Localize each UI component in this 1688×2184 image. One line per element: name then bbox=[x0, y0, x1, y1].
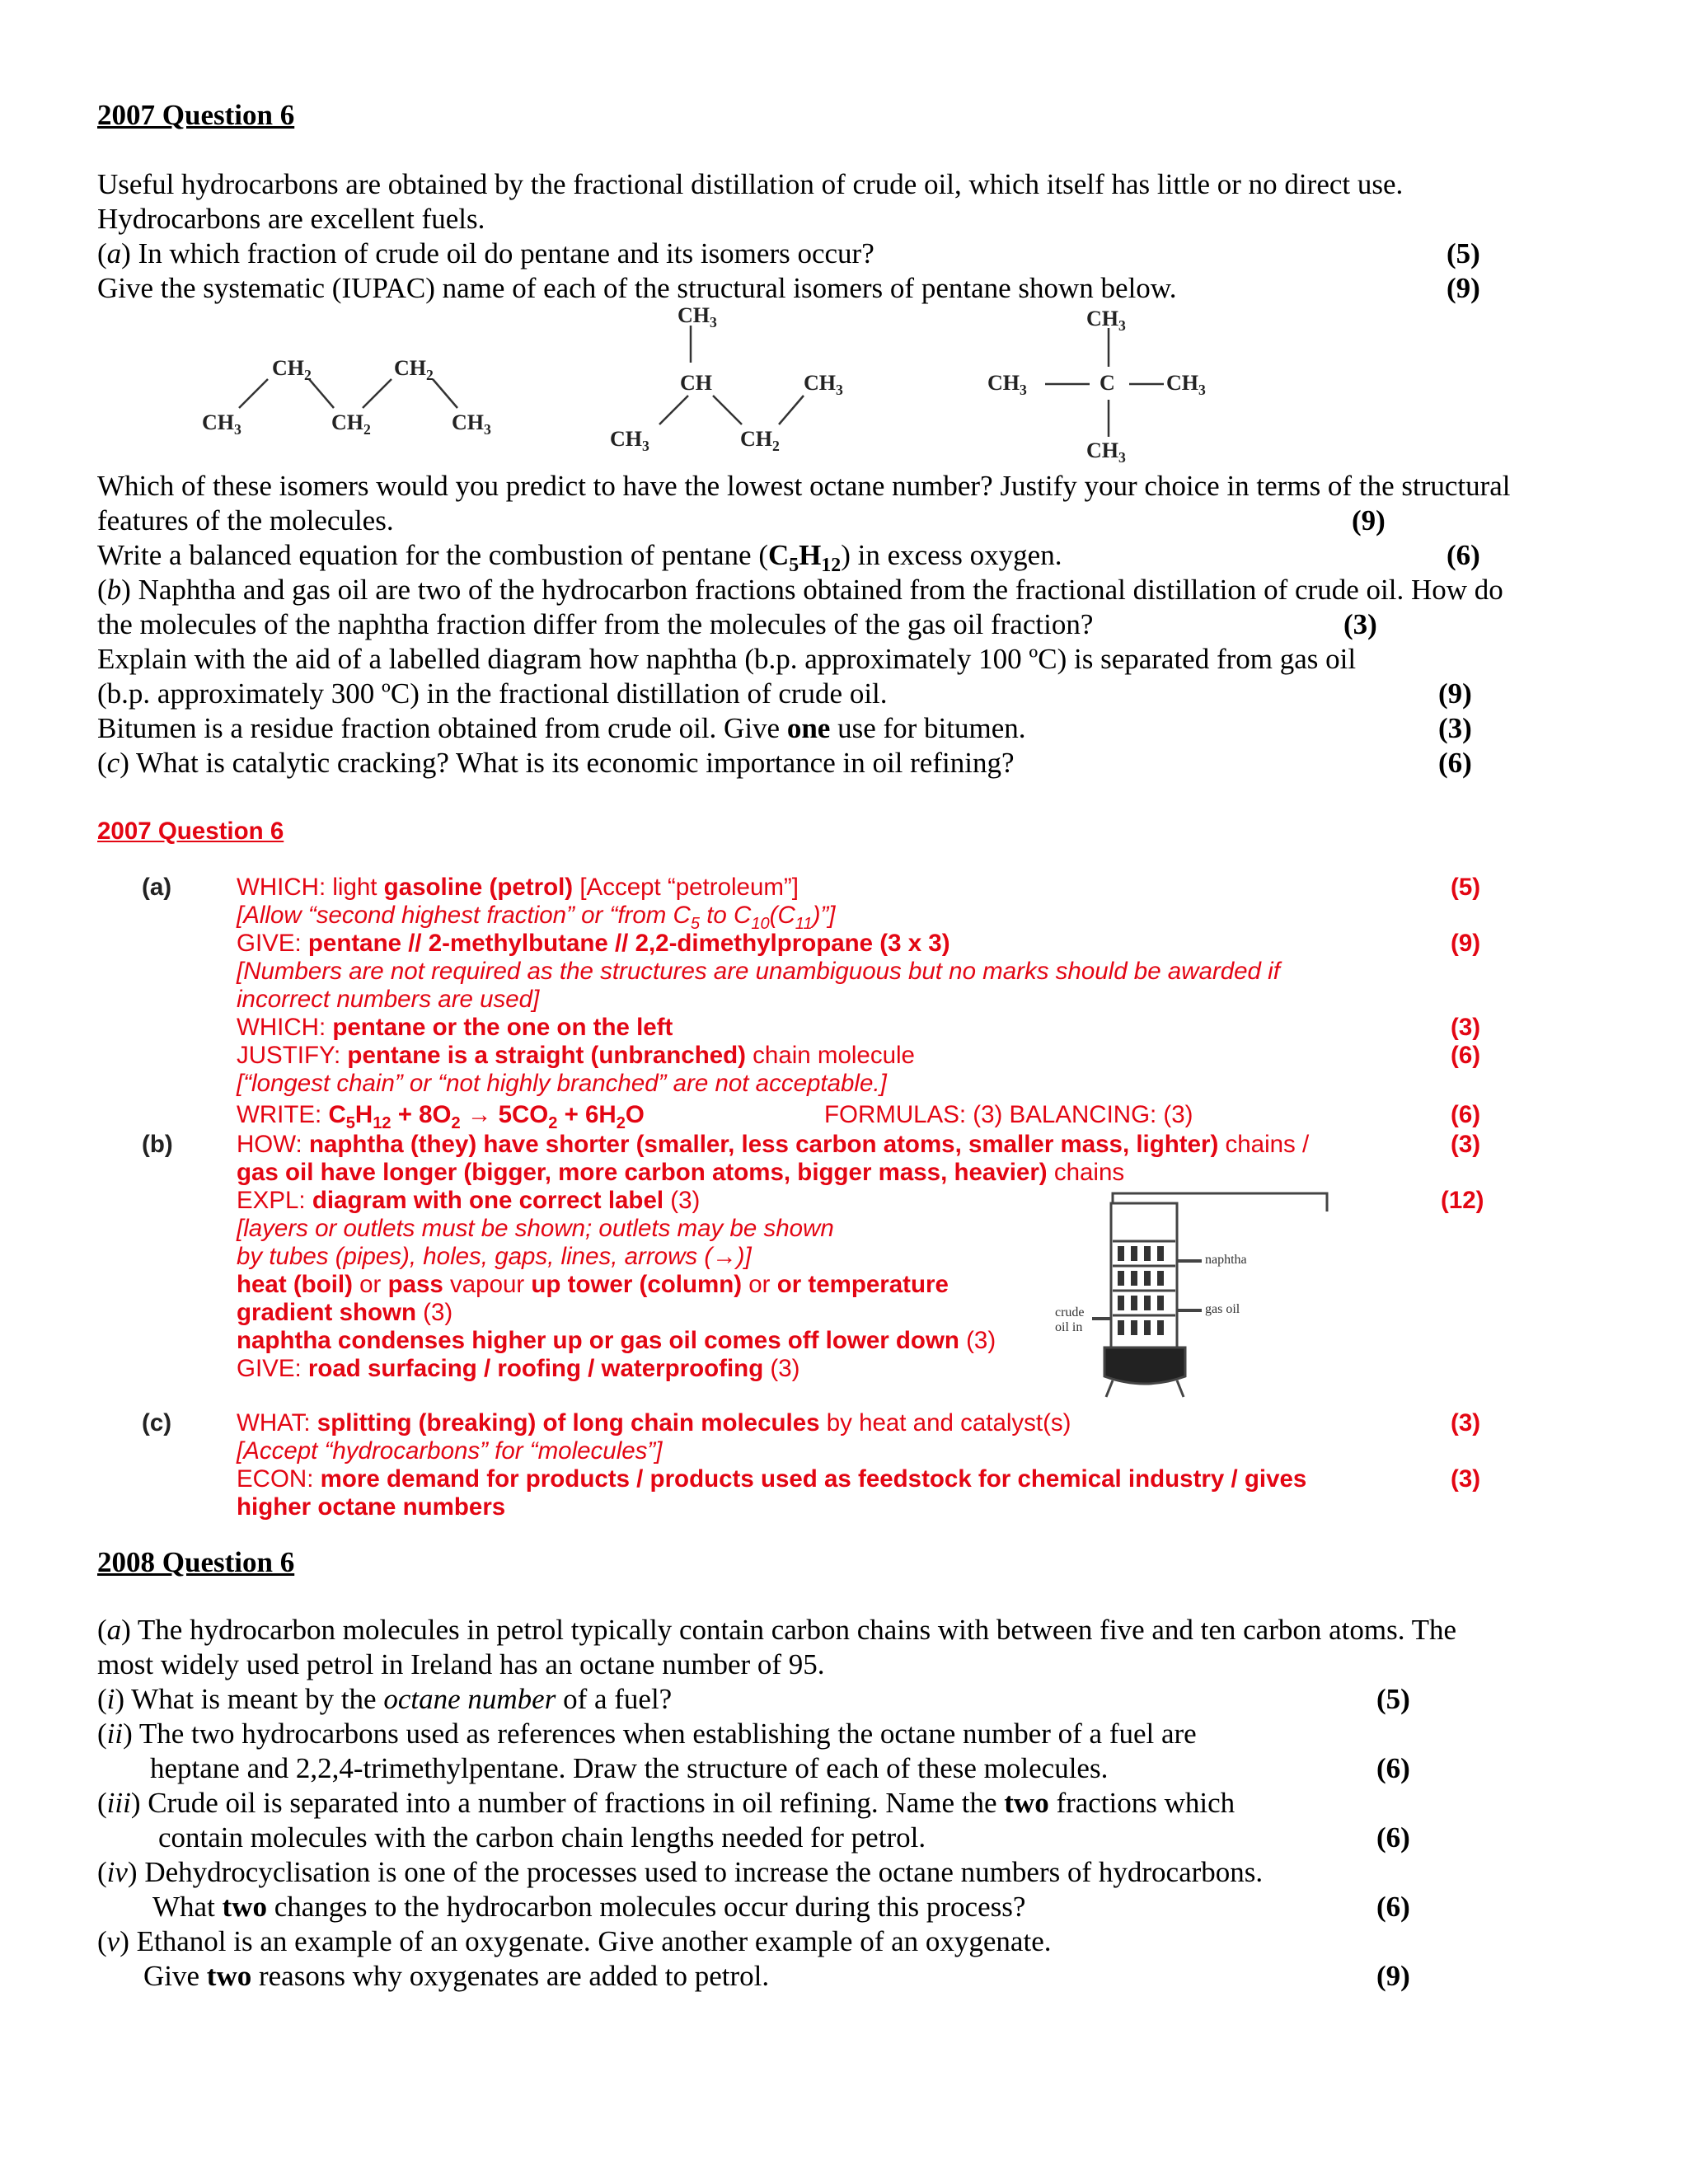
answer-line-2: [Allow “second highest fraction” or “from $C_5$ to $C_{10}(C_{11})$”] bbox=[237, 902, 836, 933]
explain-question-2: (b.p. approximately 300 ºC) in the fractional distillation of crude oil. bbox=[97, 677, 888, 710]
q2008-iii-mark: (6) bbox=[1376, 1821, 1410, 1854]
answer-line-14: by tubes (pipes), holes, gaps, lines, arrows (→)] bbox=[237, 1243, 752, 1270]
part-b-mark: (3) bbox=[1343, 608, 1377, 640]
answer-line-3: GIVE: pentane // 2-methylbutane // 2,2-dimethylpropane (3 x 3) bbox=[237, 930, 950, 957]
answer-line-4: [Numbers are not required as the structures are unambiguous but no marks should be awarded if bbox=[237, 958, 1280, 985]
dimethylpropane-ch3-left: $CH_3$ bbox=[987, 371, 1027, 399]
explain-mark: (9) bbox=[1438, 677, 1472, 710]
diagram-label-naphtha: naphtha bbox=[1205, 1253, 1247, 1267]
answer-line-12: EXPL: diagram with one correct label (3) bbox=[237, 1187, 701, 1214]
diagram-label-gas-oil: gas oil bbox=[1205, 1302, 1240, 1316]
answer-line-20: [Accept “hydrocarbons” for “molecules”] bbox=[237, 1437, 663, 1465]
pentane-ch2-2: $CH_2$ bbox=[394, 356, 434, 384]
q2008-iv-line-1: (iv) Dehydrocyclisation is one of the processes used to increase the octane numbers of hydrocarbons. bbox=[97, 1856, 1264, 1888]
give-iupac-mark: (9) bbox=[1447, 272, 1480, 304]
pentane-ch3-2: $CH_3$ bbox=[452, 410, 491, 438]
answer-mark-19: (3) bbox=[1451, 1409, 1481, 1436]
q2008-ii-line-1: (ii) The two hydrocarbons used as references when establishing the octane number of a fuel are bbox=[97, 1718, 1197, 1750]
answer-mark-9: (6) bbox=[1451, 1101, 1481, 1128]
answer-line-9: WRITE: $C_5H_{12} + 8O_2 \to 5CO_2 + 6H_2O$ bbox=[237, 1101, 645, 1132]
answer-mark-3: (9) bbox=[1451, 930, 1481, 957]
diagram-label-crude: crude bbox=[1055, 1305, 1085, 1319]
q2008-iv-line-2: What two changes to the hydrocarbon molecules occur during this process? bbox=[152, 1891, 1026, 1923]
q2008-iii-line-1: (iii) Crude oil is separated into a number of fractions in oil refining. Name the two fractions which bbox=[97, 1787, 1236, 1819]
answer-mark-21: (3) bbox=[1451, 1465, 1481, 1493]
give-iupac-question: Give the systematic (IUPAC) name of each of the structural isomers of pentane shown below. bbox=[97, 272, 1177, 304]
explain-question-1: Explain with the aid of a labelled diagram how naphtha (b.p. approximately 100 ºC) is separated from gas oil bbox=[97, 643, 1357, 675]
answer-line-21: ECON: more demand for products / products used as feedstock for chemical industry / gives bbox=[237, 1465, 1307, 1493]
answer-label-b: (b) bbox=[142, 1131, 173, 1158]
diagram-label-oil-in: oil in bbox=[1055, 1320, 1083, 1334]
answer-line-19: WHAT: splitting (breaking) of long chain molecules by heat and catalyst(s) bbox=[237, 1409, 1071, 1436]
answer-mark-12: (12) bbox=[1441, 1187, 1484, 1214]
q2008-iv-mark: (6) bbox=[1376, 1891, 1410, 1923]
q2008-ii-line-2: heptane and 2,2,4-trimethylpentane. Draw the structure of each of these molecules. bbox=[150, 1752, 1109, 1784]
answers-heading: 2007 Question 6 bbox=[97, 818, 284, 845]
question-heading-2007: 2007 Question 6 bbox=[97, 99, 295, 131]
which-isomer-mark: (9) bbox=[1352, 504, 1386, 537]
part-c-mark: (6) bbox=[1438, 747, 1472, 779]
methylbutane-ch: CH bbox=[680, 371, 712, 395]
write-equation-mark: (6) bbox=[1447, 539, 1480, 571]
q2008-a-line-1: (a) The hydrocarbon molecules in petrol typically contain carbon chains with between five and ten carbon atoms. The bbox=[97, 1614, 1457, 1646]
part-b-question-1: (b) Naphtha and gas oil are two of the hydrocarbon fractions obtained from the fractional distillation of crude oil. How do bbox=[97, 574, 1503, 606]
fractionating-column-diagram bbox=[1055, 1187, 1335, 1401]
part-a-mark: (5) bbox=[1447, 237, 1480, 269]
answer-line-22: higher octane numbers bbox=[237, 1493, 506, 1521]
which-isomer-question-2: features of the molecules. bbox=[97, 504, 394, 537]
answer-line-9-formulas: FORMULAS: (3) BALANCING: (3) bbox=[824, 1101, 1193, 1128]
which-isomer-question-1: Which of these isomers would you predict to have the lowest octane number? Justify your choice in terms of the structural bbox=[97, 470, 1511, 502]
dimethylpropane-ch3-top: $CH_3$ bbox=[1086, 307, 1126, 335]
answer-line-5: incorrect numbers are used] bbox=[237, 986, 540, 1013]
answer-line-16: gradient shown (3) bbox=[237, 1299, 453, 1326]
isomer-bonds bbox=[0, 0, 1688, 494]
pentane-ch2-1: $CH_2$ bbox=[272, 356, 312, 384]
answer-mark-6: (3) bbox=[1451, 1014, 1481, 1041]
q2008-v-mark: (9) bbox=[1376, 1960, 1410, 1992]
write-equation-question: Write a balanced equation for the combustion of pentane $(C_5H_{12})$ in excess oxygen. bbox=[97, 539, 1062, 576]
part-a-label: a bbox=[106, 237, 122, 269]
question-heading-2008: 2008 Question 6 bbox=[97, 1546, 295, 1578]
answer-mark-10: (3) bbox=[1451, 1131, 1481, 1158]
bitumen-question: Bitumen is a residue fraction obtained from crude oil. Give one use for bitumen. bbox=[97, 712, 1026, 744]
part-c-question: (c) What is catalytic cracking? What is its economic importance in oil refining? bbox=[97, 747, 1015, 779]
answer-label-c: (c) bbox=[142, 1409, 172, 1436]
dimethylpropane-ch3-right: $CH_3$ bbox=[1166, 371, 1206, 399]
answer-line-17: naphtha condenses higher up or gas oil comes off lower down (3) bbox=[237, 1327, 996, 1354]
part-a-text: In which fraction of crude oil do pentane and its isomers occur? bbox=[130, 237, 874, 269]
q2008-v-line-1: (v) Ethanol is an example of an oxygenate. Give another example of an oxygenate. bbox=[97, 1925, 1052, 1957]
answer-line-6: WHICH: pentane or the one on the left bbox=[237, 1014, 673, 1041]
answer-line-15: heat (boil) or pass vapour up tower (column) or or temperature bbox=[237, 1271, 949, 1298]
intro-line-1: Useful hydrocarbons are obtained by the fractional distillation of crude oil, which itself has little or no direct use. bbox=[97, 168, 1404, 200]
bitumen-mark: (3) bbox=[1438, 712, 1472, 744]
intro-line-2: Hydrocarbons are excellent fuels. bbox=[97, 203, 485, 235]
answer-line-8: [“longest chain” or “not highly branched” are not acceptable.] bbox=[237, 1070, 887, 1097]
part-a-question: (a) In which fraction of crude oil do pentane and its isomers occur? bbox=[97, 237, 874, 269]
answer-mark-7: (6) bbox=[1451, 1042, 1481, 1069]
q2008-iii-line-2: contain molecules with the carbon chain lengths needed for petrol. bbox=[158, 1821, 926, 1854]
q2008-i: (i) What is meant by the octane number of a fuel? bbox=[97, 1683, 673, 1715]
answer-line-11: gas oil have longer (bigger, more carbon atoms, bigger mass, heavier) chains bbox=[237, 1159, 1125, 1186]
answer-line-7: JUSTIFY: pentane is a straight (unbranched) chain molecule bbox=[237, 1042, 915, 1069]
dimethylpropane-ch3-bottom: $CH_3$ bbox=[1086, 438, 1126, 466]
pentane-ch3-1: $CH_3$ bbox=[202, 410, 241, 438]
answer-line-18: GIVE: road surfacing / roofing / waterproofing (3) bbox=[237, 1355, 800, 1382]
methylbutane-ch2: $CH_2$ bbox=[740, 427, 780, 455]
pentane-ch2-3: $CH_2$ bbox=[331, 410, 371, 438]
answer-line-1: WHICH: light gasoline (petrol) [Accept “petroleum”] bbox=[237, 874, 799, 901]
methylbutane-ch3-right: $CH_3$ bbox=[804, 371, 843, 399]
q2008-ii-mark: (6) bbox=[1376, 1752, 1410, 1784]
q2008-i-mark: (5) bbox=[1376, 1683, 1410, 1715]
answer-line-10: HOW: naphtha (they) have shorter (smaller, less carbon atoms, smaller mass, lighter) chains / bbox=[237, 1131, 1310, 1158]
q2008-v-line-2: Give two reasons why oxygenates are added to petrol. bbox=[143, 1960, 770, 1992]
methylbutane-ch3-top: $CH_3$ bbox=[678, 303, 717, 331]
answer-label-a: (a) bbox=[142, 874, 172, 901]
q2008-a-line-2: most widely used petrol in Ireland has an octane number of 95. bbox=[97, 1648, 825, 1680]
answer-mark-1: (5) bbox=[1451, 874, 1481, 901]
answer-line-13: [layers or outlets must be shown; outlets may be shown bbox=[237, 1215, 834, 1242]
part-b-question-2: the molecules of the naphtha fraction differ from the molecules of the gas oil fraction? bbox=[97, 608, 1094, 640]
dimethylpropane-c: C bbox=[1100, 371, 1115, 395]
methylbutane-ch3-bottom: $CH_3$ bbox=[610, 427, 649, 455]
